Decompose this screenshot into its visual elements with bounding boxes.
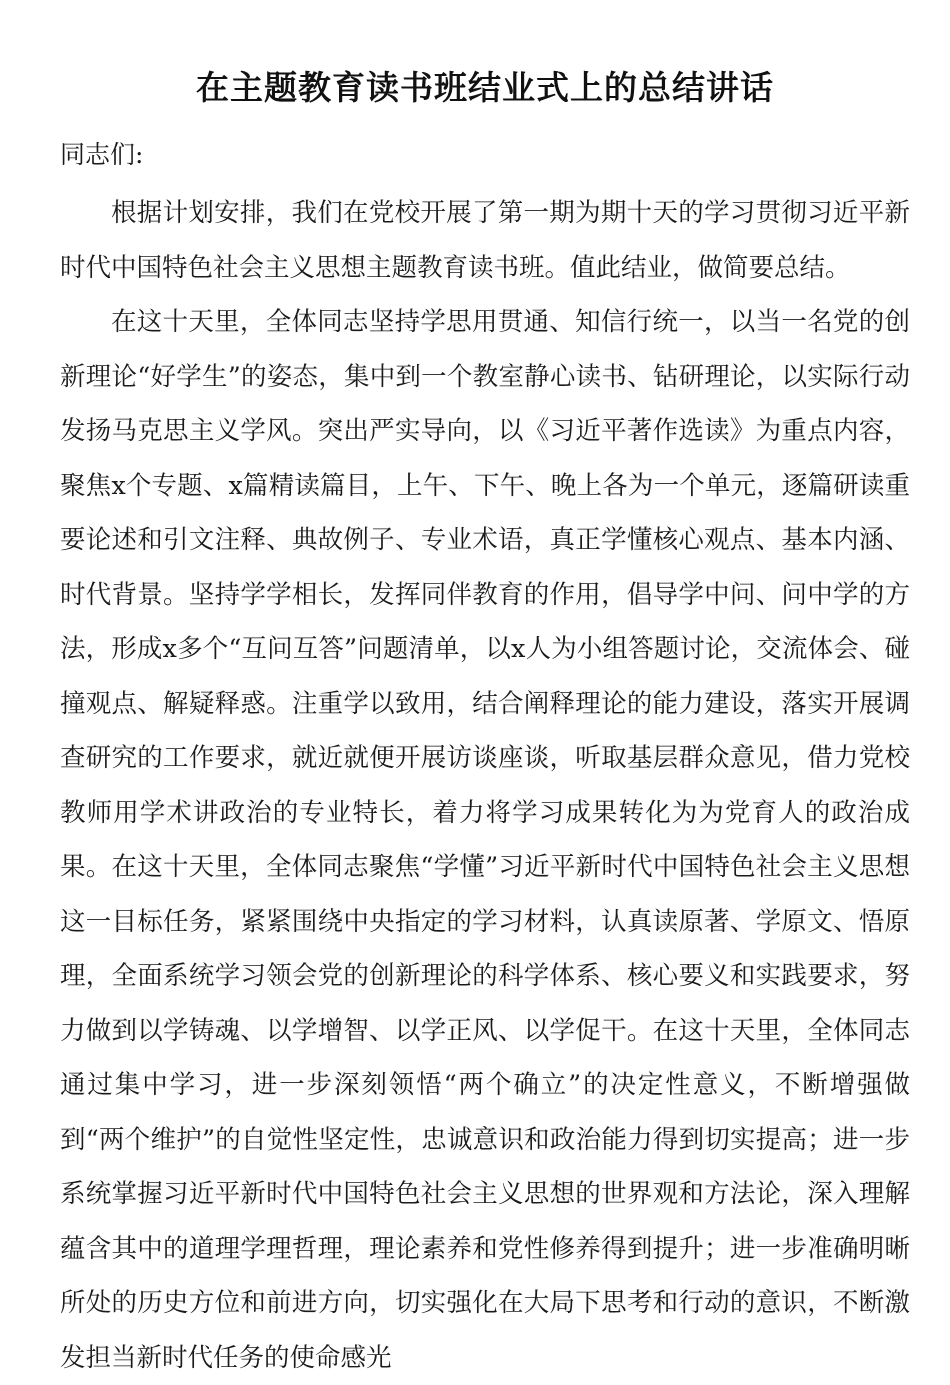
document-title: 在主题教育读书班结业式上的总结讲话: [196, 68, 774, 107]
paragraph: 根据计划安排，我们在党校开展了第一期为期十天的学习贯彻习近平新时代中国特色社会主义思想主题教育读书班。值此结业，做简要总结。: [60, 198, 910, 283]
paragraph: 在这十天里，全体同志坚持学思用贯通、知信行统一，以当一名党的创新理论“好学生”的姿态，集中到一个教室静心读书、钻研理论，以实际行动发扬马克思主义学风。突出严实导向，以《习近平著作选读》为重点内容，聚焦x个专题、x篇精读篇目，上午、下午、晚上各为一个单元，逐篇研读重要论述和引文注释、典故例子、专业术语，真正学懂核心观点、基本内涵、时代背景。坚持学学相长，发挥同伴教育的作用，倡导学中问、问中学的方法，形成x多个“互问互答”问题清单，以x人为小组答题讨论，交流体会、碰撞观点、解疑释惑。注重学以致用，结合阐释理论的能力建设，落实开展调查研究的工作要求，就近就便开展访谈座谈，听取基层群众意见，借力党校教师用学术讲政治的专业特长，着力将学习成果转化为为党育人的政治成果。在这十天里，全体同志聚焦“学懂”习近平新时代中国特色社会主义思想这一目标任务，紧紧围绕中央指定的学习材料，认真读原著、学原文、悟原理，全面系统学习领会党的创新理论的科学体系、核心要义和实践要求，努力做到以学铸魂、以学增智、以学正风、以学促干。在这十天里，全体同志通过集中学习，进一步深刻领悟“两个确立”的决定性意义，不断增强做到“两个维护”的自觉性坚定性，忠诚意识和政治能力得到切实提高；进一步系统掌握习近平新时代中国特色社会主义思想的世界观和方法论，深入理解蕴含其中的道理学理哲理，理论素养和党性修养得到提升；进一步准确明晰所处的历史方位和前进方向，切实强化在大局下思考和行动的意识，不断激发担当新时代任务的使命感光: [60, 307, 910, 1373]
document-body: [60, 186, 910, 1385]
salutation: 同志们:: [60, 140, 144, 169]
